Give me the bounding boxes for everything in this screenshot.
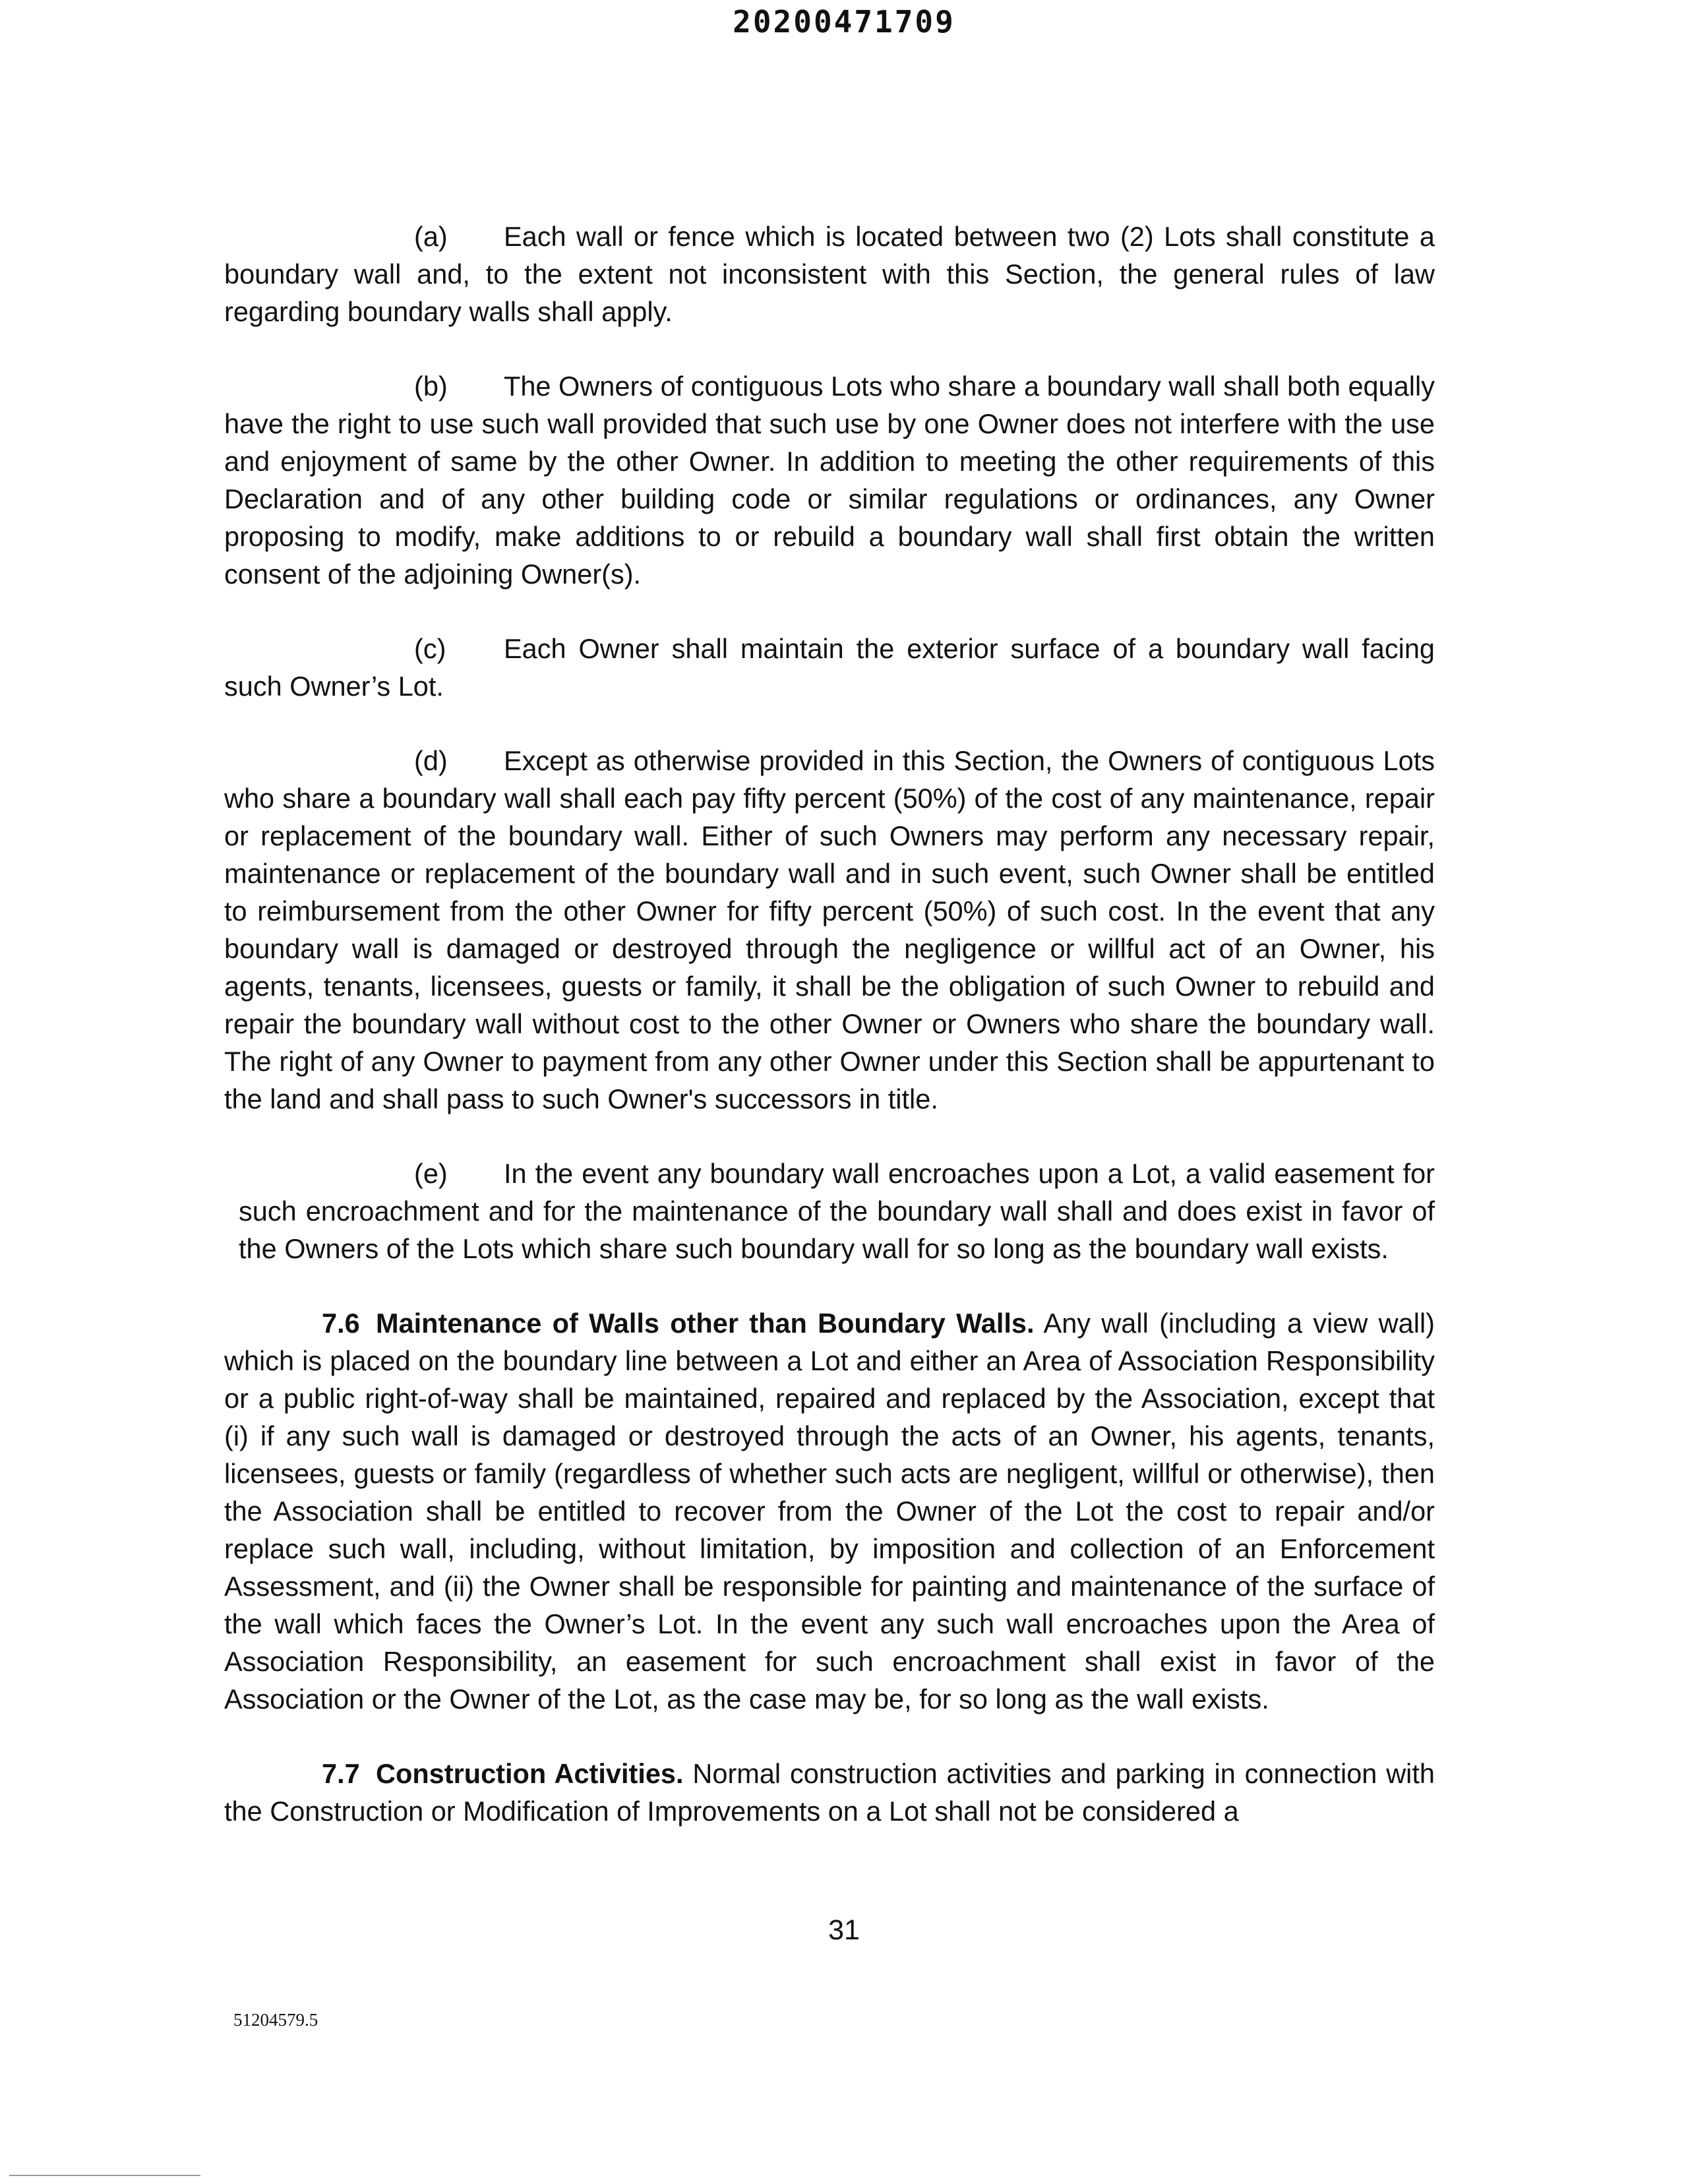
- subsection-b: [224, 367, 1435, 593]
- section-title: Construction Activities.: [376, 1758, 684, 1789]
- subsection-c: [224, 630, 1435, 705]
- section-title: Maintenance of Walls other than Boundary Walls.: [376, 1308, 1035, 1339]
- subsection-label: (b): [414, 371, 448, 402]
- section-7-6: [224, 1304, 1435, 1718]
- section-7-7: [224, 1755, 1435, 1830]
- document-body: [224, 218, 1435, 1830]
- bottom-rule: [9, 2175, 200, 2176]
- subsection-text: Each Owner shall maintain the exterior surface of a boundary wall facing such Owner’s Lot.: [224, 633, 1435, 702]
- subsection-a: [224, 218, 1435, 330]
- document-id: 51204579.5: [233, 2010, 318, 2030]
- subsection-text: The Owners of contiguous Lots who share a boundary wall shall both equally have the right to use such wall provided that such use by one Owner does not interfere with the use and enjoyment of same by the other Owner. In addition to meeting the other requirements of this Declaration and of any other building code or similar regulations or ordinances, any Owner proposing to modify, make additions to or rebuild a boundary wall shall first obtain the written consent of the adjoining Owner(s).: [224, 371, 1435, 590]
- subsection-d: [224, 742, 1435, 1118]
- section-number: 7.6: [322, 1308, 360, 1339]
- subsection-e: [224, 1155, 1435, 1267]
- page-number: 31: [828, 1914, 860, 1946]
- subsection-text: Each wall or fence which is located between two (2) Lots shall constitute a boundary wall and, to the extent not inconsistent with this Section, the general rules of law regarding boundary walls shall apply.: [224, 221, 1435, 327]
- subsection-text: Except as otherwise provided in this Section, the Owners of contiguous Lots who share a boundary wall shall each pay fifty percent (50%) of the cost of any maintenance, repair or replacement of the boundary wall. Either of such Owners may perform any necessary repair, maintenance or replacement of the boundary wall and in such event, such Owner shall be entitled to reimbursement from the other Owner for fifty percent (50%) of such cost. In the event that any boundary wall is damaged or destroyed through the negligence or willful act of an Owner, his agents, tenants, licensees, guests or family, it shall be the obligation of such Owner to rebuild and repair the boundary wall without cost to the other Owner or Owners who share the boundary wall. The right of any Owner to payment from any other Owner under this Section shall be appurtenant to the land and shall pass to such Owner's successors in title.: [224, 745, 1435, 1114]
- subsection-text: In the event any boundary wall encroaches upon a Lot, a valid easement for such encroachment and for the maintenance of the boundary wall shall and does exist in favor of the Owners of the Lots which share such boundary wall for so long as the boundary wall exists.: [239, 1158, 1435, 1264]
- subsection-label: (a): [414, 221, 448, 252]
- section-text: Any wall (including a view wall) which is placed on the boundary line between a Lot and either an Area of Association Responsibility or a public right-of-way shall be maintained, repaired and replaced by the Association, except that (i) if any such wall is damaged or destroyed through the acts of an Owner, his agents, tenants, licensees, guests or family (regardless of whether such acts are negligent, willful or otherwise), then the Association shall be entitled to recover from the Owner of the Lot the cost to repair and/or replace such wall, including, without limitation, by imposition and collection of an Enforcement Assessment, and (ii) the Owner shall be responsible for painting and maintenance of the surface of the wall which faces the Owner’s Lot. In the event any such wall encroaches upon the Area of Association Responsibility, an easement for such encroachment shall exist in favor of the Association or the Owner of the Lot, as the case may be, for so long as the wall exists.: [224, 1308, 1435, 1714]
- recording-number: 20200471709: [733, 4, 955, 40]
- subsection-label: (d): [414, 745, 448, 776]
- section-text: Normal construction activities and parking in connection with the Construction or Modification of Improvements on a Lot shall not be considered a: [224, 1758, 1435, 1827]
- subsection-label: (e): [414, 1158, 448, 1189]
- section-number: 7.7: [322, 1758, 360, 1789]
- subsection-label: (c): [414, 633, 446, 664]
